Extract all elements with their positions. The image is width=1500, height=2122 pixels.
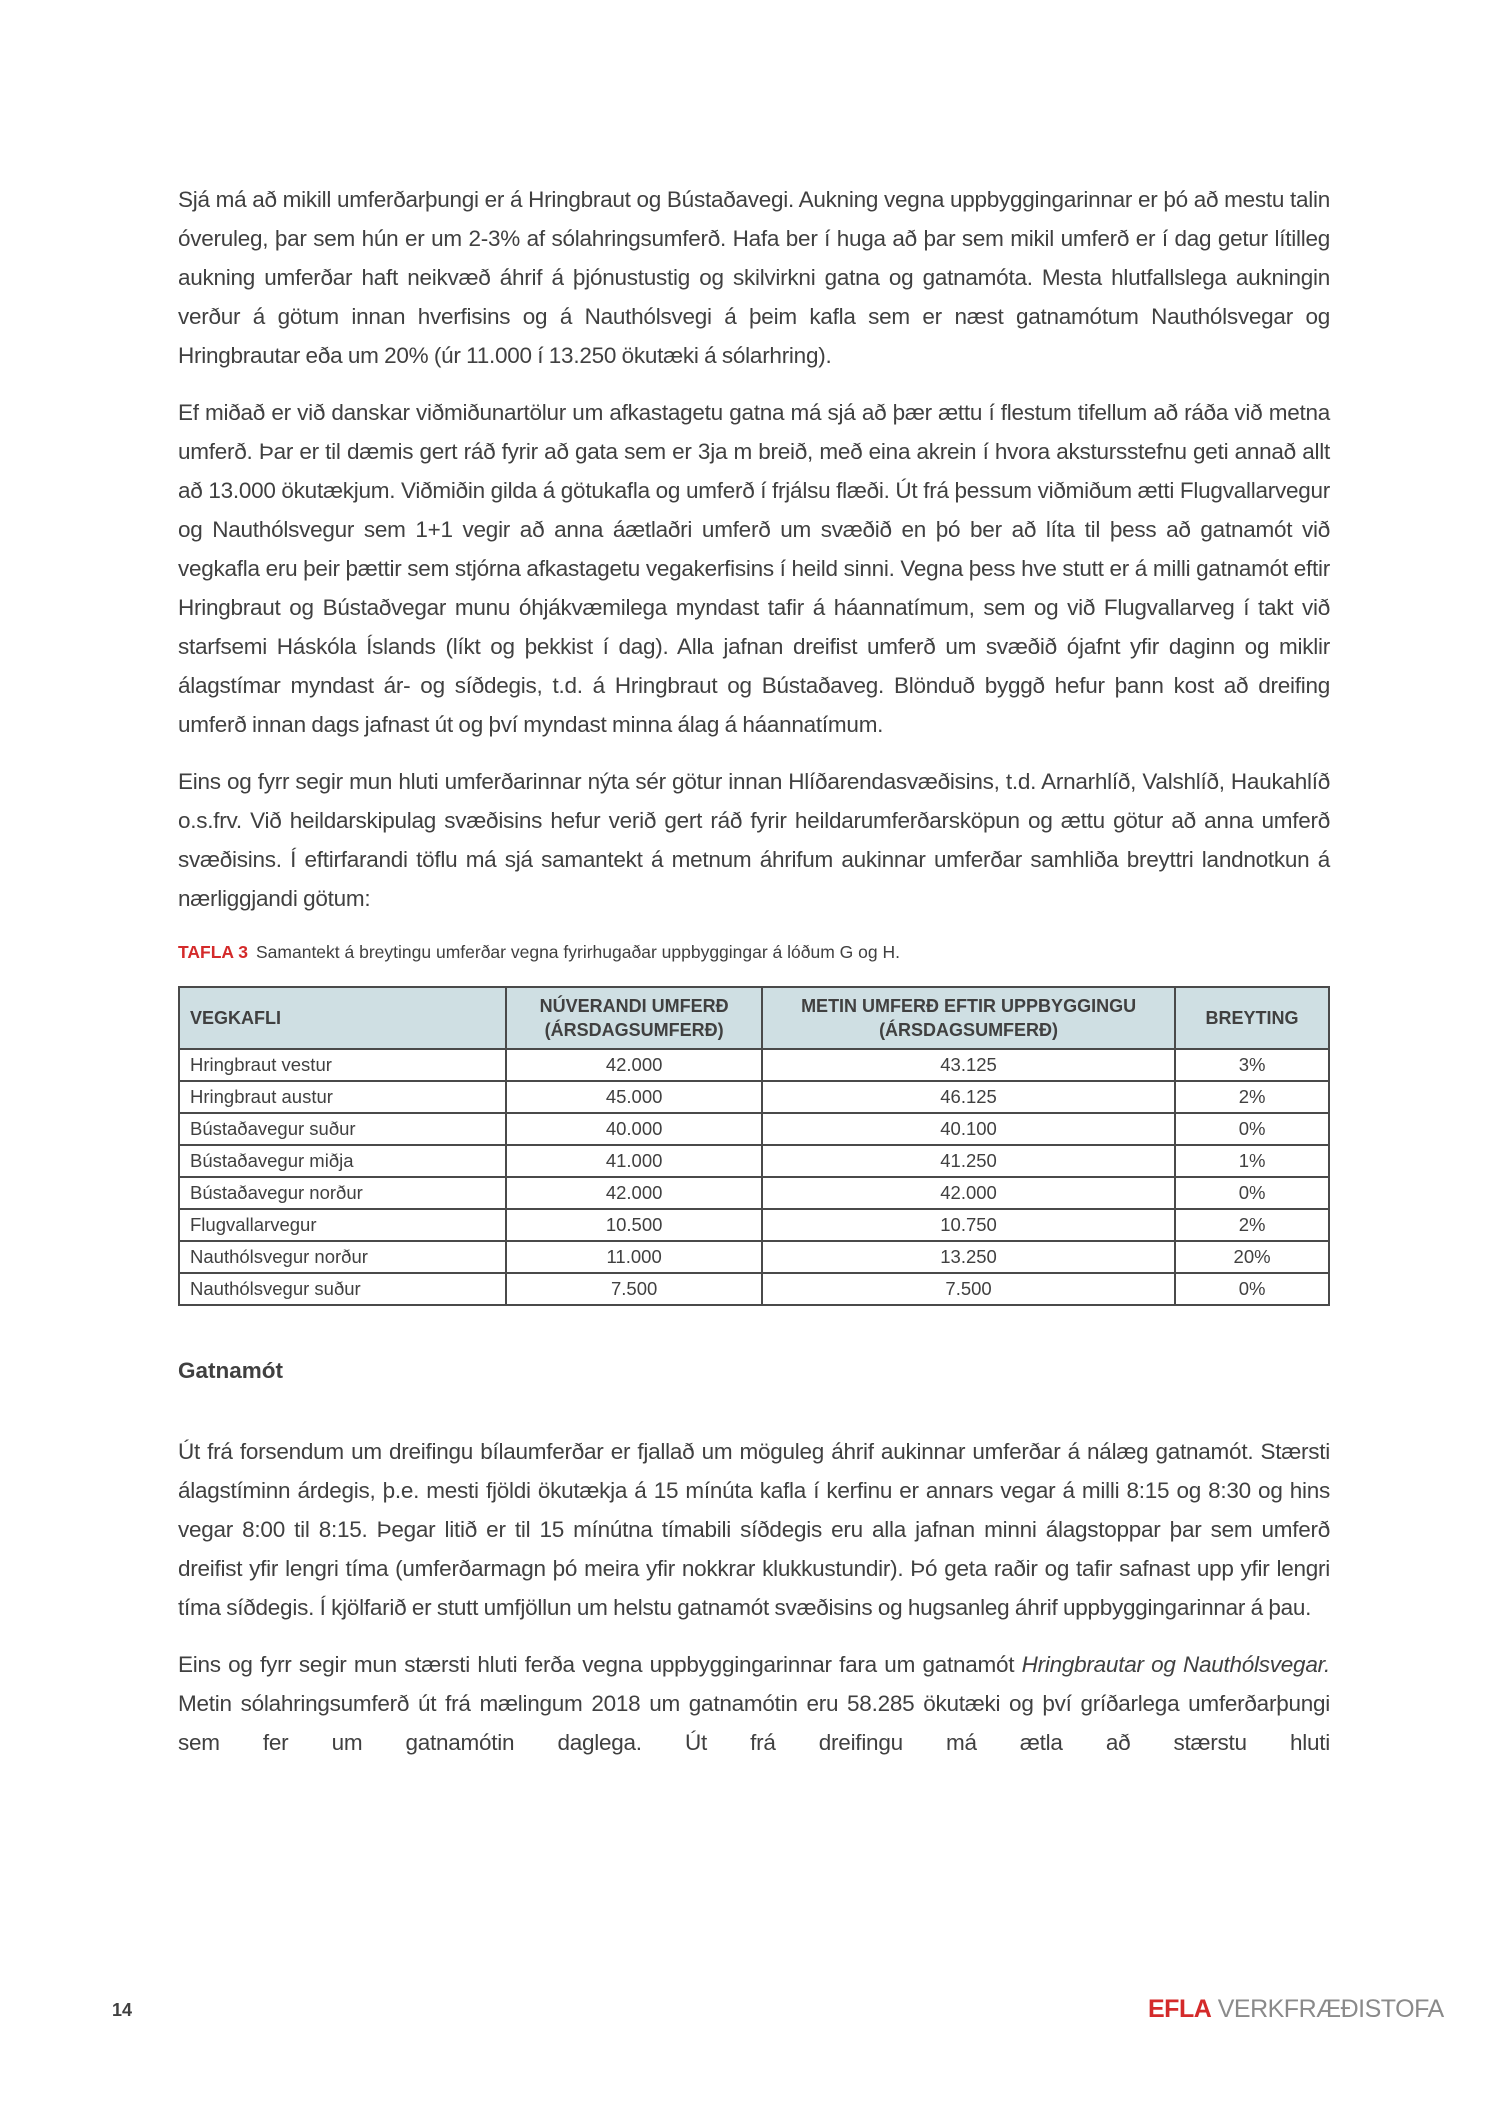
paragraph-text: Eins og fyrr segir mun stærsti hluti ferða vegna uppbyggingarinnar fara um gatnamót bbox=[178, 1652, 1022, 1677]
header-breyting: BREYTING bbox=[1175, 987, 1329, 1049]
cell-vegkafli: Bústaðavegur norður bbox=[179, 1177, 506, 1209]
logo-brand: EFLA bbox=[1148, 1995, 1212, 2023]
cell-metin: 13.250 bbox=[762, 1241, 1175, 1273]
header-nuverandi-line1: NÚVERANDI UMFERÐ bbox=[539, 996, 729, 1016]
header-nuverandi bbox=[506, 987, 762, 1049]
cell-vegkafli: Nauthólsvegur norður bbox=[179, 1241, 506, 1273]
cell-vegkafli: Nauthólsvegur suður bbox=[179, 1273, 506, 1305]
logo-tagline: VERKFRÆÐISTOFA bbox=[1211, 1995, 1444, 2023]
table-row bbox=[179, 1081, 1329, 1113]
cell-metin: 40.100 bbox=[762, 1113, 1175, 1145]
header-metin-line1: METIN UMFERÐ EFTIR UPPBYGGINGU bbox=[801, 996, 1137, 1016]
traffic-change-table bbox=[178, 986, 1330, 1306]
cell-breyting: 0% bbox=[1175, 1273, 1329, 1305]
cell-breyting: 1% bbox=[1175, 1145, 1329, 1177]
header-metin-line2: (ÁRSDAGSUMFERÐ) bbox=[879, 1020, 1059, 1040]
table-caption-label: TAFLA 3 bbox=[178, 942, 248, 962]
paragraph-internal-streets: Eins og fyrr segir mun hluti umferðarinnar nýta sér götur innan Hlíðarendasvæðisins, t.d. Arnarhlíð, Valshlíð, Haukahlíð o.s.frv. Við heildarskipulag svæðisins hefur verið gert ráð fyrir heildarumferðarsköpun og ættu götur að anna umferð svæðisins. Í eftirfarandi töflu má sjá samantekt á metnum áhrifum aukinnar umferðar samhliða breyttri landnotkun á nærliggjandi götum: bbox=[178, 769, 1330, 911]
paragraph-text: Metin sólahringsumferð út frá mælingum 2018 um gatnamótin eru 58.285 ökutæki og því gríðarlega umferðarþungi sem fer um gatnamótin daglega. Út frá dreifingu má ætla að stærstu hluti bbox=[178, 1691, 1330, 1755]
cell-breyting: 0% bbox=[1175, 1177, 1329, 1209]
table-row bbox=[179, 1241, 1329, 1273]
cell-metin: 7.500 bbox=[762, 1273, 1175, 1305]
cell-metin: 41.250 bbox=[762, 1145, 1175, 1177]
header-vegkafli: VEGKAFLI bbox=[179, 987, 506, 1049]
cell-metin: 42.000 bbox=[762, 1177, 1175, 1209]
cell-nuverandi: 10.500 bbox=[506, 1209, 762, 1241]
cell-vegkafli: Hringbraut austur bbox=[179, 1081, 506, 1113]
cell-nuverandi: 42.000 bbox=[506, 1049, 762, 1081]
paragraph-italic-text: Hringbrautar og Nauthólsvegar. bbox=[1021, 1652, 1330, 1677]
page-content bbox=[178, 180, 1330, 1780]
table-row bbox=[179, 1177, 1329, 1209]
paragraph-intersections: Út frá forsendum um dreifingu bílaumferðar er fjallað um möguleg áhrif aukinnar umferðar á nálæg gatnamót. Stærsti álagstíminn árdegis, þ.e. mesti fjöldi ökutækja á 15 mínúta kafla í kerfinu er annars vegar á milli 8:15 og 8:30 og hins vegar 8:00 til 8:15. Þegar litið er til 15 mínútna tímabili síðdegis eru alla jafnan minni álagstoppar þar sem umferð dreifist yfir lengri tíma (umferðarmagn þó meira yfir nokkrar klukkustundir). Þó geta raðir og tafir safnast upp yfir lengri tíma síðdegis. Í kjölfarið er stutt umfjöllun um helstu gatnamót svæðisins og hugsanleg áhrif uppbyggingarinnar á þau. bbox=[178, 1439, 1330, 1620]
cell-vegkafli: Flugvallarvegur bbox=[179, 1209, 506, 1241]
cell-nuverandi: 42.000 bbox=[506, 1177, 762, 1209]
cell-breyting: 20% bbox=[1175, 1241, 1329, 1273]
cell-breyting: 3% bbox=[1175, 1049, 1329, 1081]
cell-metin: 46.125 bbox=[762, 1081, 1175, 1113]
cell-breyting: 2% bbox=[1175, 1209, 1329, 1241]
paragraph-traffic-load: Sjá má að mikill umferðarþungi er á Hringbraut og Bústaðavegi. Aukning vegna uppbyggingarinnar er þó að mestu talin óveruleg, þar sem hún er um 2-3% af sólahringsumferð. Hafa ber í huga að þar sem mikil umferð er í dag getur lítilleg aukning umferðar haft neikvæð áhrif á þjónustustig og skilvirkni gatna og gatnamóta. Mesta hlutfallslega aukningin verður á götum innan hverfisins og á Nauthólsvegi á þeim kafla sem er næst gatnamótum Nauthólsvegar og Hringbrautar eða um 20% (úr 11.000 í 13.250 ökutæki á sólarhring). bbox=[178, 187, 1330, 368]
cell-vegkafli: Hringbraut vestur bbox=[179, 1049, 506, 1081]
cell-breyting: 0% bbox=[1175, 1113, 1329, 1145]
table-row bbox=[179, 1273, 1329, 1305]
cell-nuverandi: 45.000 bbox=[506, 1081, 762, 1113]
cell-vegkafli: Bústaðavegur suður bbox=[179, 1113, 506, 1145]
cell-nuverandi: 7.500 bbox=[506, 1273, 762, 1305]
cell-metin: 43.125 bbox=[762, 1049, 1175, 1081]
page-number: 14 bbox=[112, 2000, 133, 2020]
table-row bbox=[179, 1113, 1329, 1145]
cell-nuverandi: 40.000 bbox=[506, 1113, 762, 1145]
table-row bbox=[179, 1049, 1329, 1081]
header-metin bbox=[762, 987, 1175, 1049]
cell-metin: 10.750 bbox=[762, 1209, 1175, 1241]
table-row bbox=[179, 1209, 1329, 1241]
table-caption bbox=[178, 940, 1330, 964]
paragraph-capacity: Ef miðað er við danskar viðmiðunartölur um afkastagetu gatna má sjá að þær ættu í flestum tifellum að ráða við metna umferð. Þar er til dæmis gert ráð fyrir að gata sem er 3ja m breið, með eina akrein í hvora akstursstefnu geti annað allt að 13.000 ökutækjum. Viðmiðin gilda á götukafla og umferð í frjálsu flæði. Út frá þessum viðmiðum ætti Flugvallarvegur og Nauthólsvegur sem 1+1 vegir að anna áætlaðri umferð um svæðið en þó ber að líta til þess að gatnamót við vegkafla eru þeir þættir sem stjórna afkastagetu vegakerfisins í heild sinni. Vegna þess hve stutt er á milli gatnamót eftir Hringbraut og Bústaðvegar munu óhjákvæmilega myndast tafir á háannatímum, sem og við Flugvallarveg í takt við starfsemi Háskóla Íslands (líkt og þekkist í dag). Alla jafnan dreifist umferð um svæðið ójafnt yfir daginn og miklir álagstímar myndast ár- og síðdegis, t.d. á Hringbraut og Bústaðaveg. Blönduð byggð hefur þann kost að dreifing umferð innan dags jafnast út og því myndast minna álag á háannatímum. bbox=[178, 400, 1330, 737]
section-heading-gatnamot: Gatnamót bbox=[178, 1358, 284, 1383]
cell-nuverandi: 11.000 bbox=[506, 1241, 762, 1273]
table-row bbox=[179, 1145, 1329, 1177]
efla-logo bbox=[1148, 1995, 1444, 2024]
table-caption-text: Samantekt á breytingu umferðar vegna fyrirhugaðar uppbyggingar á lóðum G og H. bbox=[256, 942, 900, 962]
paragraph-hringbraut-nautholsvegur bbox=[178, 1645, 1330, 1762]
cell-breyting: 2% bbox=[1175, 1081, 1329, 1113]
cell-nuverandi: 41.000 bbox=[506, 1145, 762, 1177]
table-header-row bbox=[179, 987, 1329, 1049]
cell-vegkafli: Bústaðavegur miðja bbox=[179, 1145, 506, 1177]
header-nuverandi-line2: (ÁRSDAGSUMFERÐ) bbox=[544, 1020, 724, 1040]
